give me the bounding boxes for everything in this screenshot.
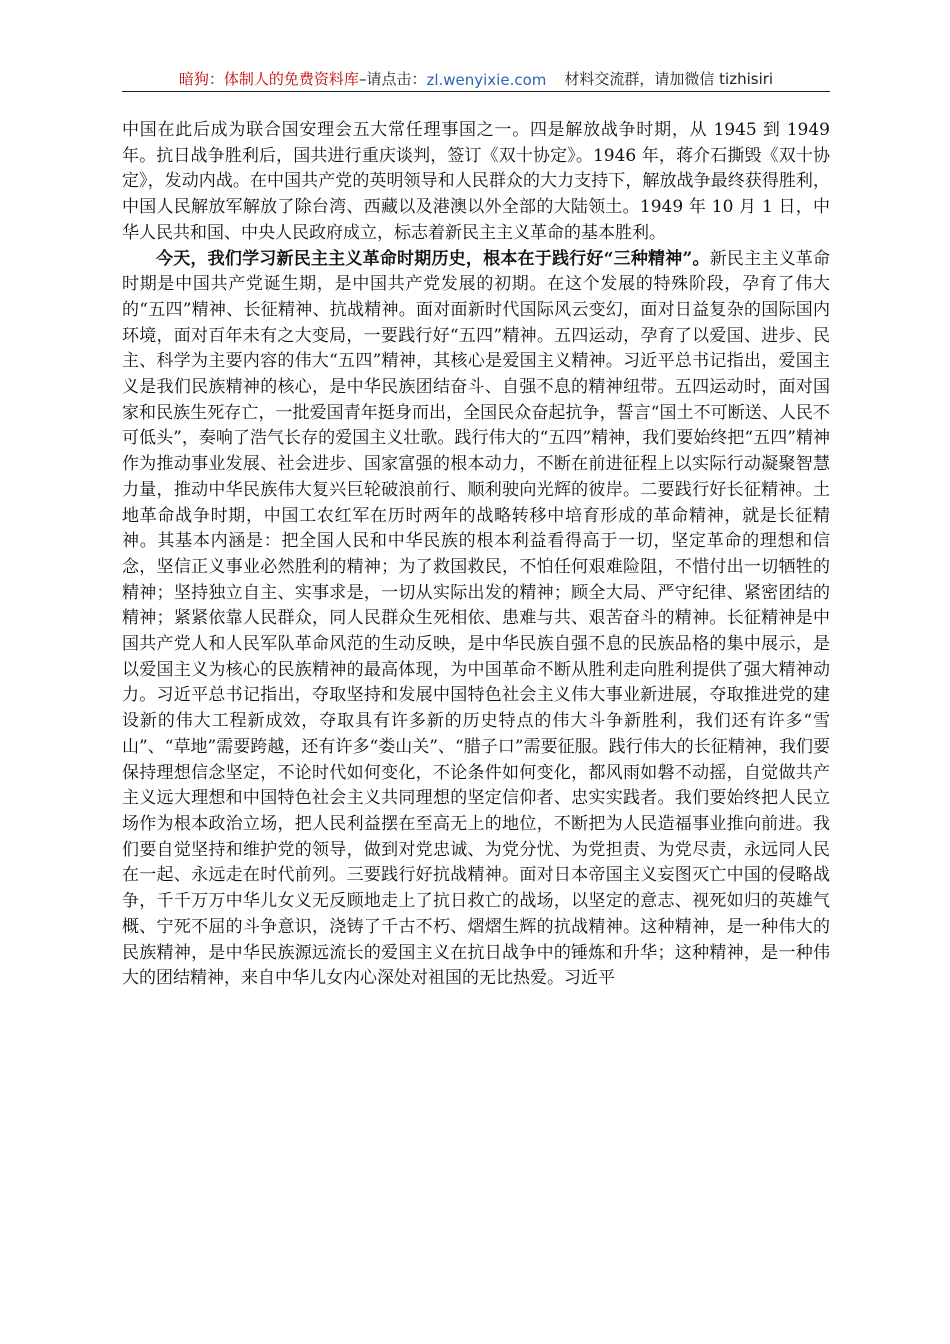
paragraph-2 [122, 247, 830, 992]
document-body [122, 118, 830, 992]
header-click-label: –请点击： [358, 70, 427, 88]
paragraph-2-body: 新民主主义革命时期是中国共产党诞生期，是中国共产党发展的初期。在这个发展的特殊阶段，孕育了伟大的“五四”精神、长征精神、抗战精神。面对面新时代国际风云变幻，面对日益复杂的国际国内环境，面对百年未有之大变局，一要践行好“五四”精神。五四运动，孕育了以爱国、进步、民主、科学为主要内容的伟大“五四”精神，其核心是爱国主义精神。习近平总书记指出，爱国主义是我们民族精神的核心，是中华民族团结奋斗、自强不息的精神纽带。五四运动时，面对国家和民族生死存亡，一批爱国青年挺身而出，全国民众奋起抗争，誓言“国土不可断送、人民不可低头”，奏响了浩气长存的爱国主义壮歌。践行伟大的“五四”精神，我们要始终把“五四”精神作为推动事业发展、社会进步、国家富强的根本动力，不断在前进征程上以实际行动凝聚智慧力量，推动中华民族伟大复兴巨轮破浪前行、顺利驶向光辉的彼岸。二要践行好长征精神。土地革命战争时期，中国工农红军在历时两年的战略转移中培育形成的革命精神，就是长征精神。其基本内涵是：把全国人民和中华民族的根本利益看得高于一切，坚定革命的理想和信念，坚信正义事业必然胜利的精神；为了救国救民，不怕任何艰难险阻，不惜付出一切牺牲的精神；坚持独立自主、实事求是，一切从实际出发的精神；顾全大局、严守纪律、紧密团结的精神；紧紧依靠人民群众，同人民群众生死相依、患难与共、艰苦奋斗的精神。长征精神是中国共产党人和人民军队革命风范的生动反映，是中华民族自强不息的民族品格的集中展示，是以爱国主义为核心的民族精神的最高体现，为中国革命不断从胜利走向胜利提供了强大精神动力。习近平总书记指出，夺取坚持和发展中国特色社会主义伟大事业新进展，夺取推进党的建设新的伟大工程新成效，夺取具有许多新的历史特点的伟大斗争新胜利，我们还有许多“雪山”、“草地”需要跨越，还有许多“娄山关”、“腊子口”需要征服。践行伟大的长征精神，我们要保持理想信念坚定，不论时代如何变化，不论条件如何变化，都风雨如磐不动摇，自觉做共产主义远大理想和中国特色社会主义共同理想的坚定信仰者、忠实实践者。我们要始终把人民立场作为根本政治立场，把人民利益摆在至高无上的地位，不断把为人民造福事业推向前进。我们要自觉坚持和维护党的领导，做到对党忠诚、为党分忧、为党担责、为党尽责，永远同人民在一起、永远走在时代前列。三要践行好抗战精神。面对日本帝国主义妄图灭亡中国的侵略战争，千千万万中华儿女义无反顾地走上了抗日救亡的战场，以坚定的意志、视死如归的英雄气概、宁死不屈的斗争意识，浇铸了千古不朽、熠熠生辉的抗战精神。这种精神，是一种伟大的民族精神，是中华民族源远流长的爱国主义在抗日战争中的锤炼和升华；这种精神，是一种伟大的团结精神，来自中华儿女内心深处对祖国的无比热爱。习近平 [122, 248, 831, 989]
page-header [122, 66, 830, 92]
header-contact: 材料交流群，请加微信 tizhisiri [564, 70, 774, 88]
paragraph-1: 中国在此后成为联合国安理会五大常任理事国之一。四是解放战争时期，从 1945 到 1949 年。抗日战争胜利后，国共进行重庆谈判，签订《双十协定》。1946 年，蒋介石撕毁《双十协定》，发动内战。在中国共产党的英明领导和人民群众的大力支持下，解放战争最终获得胜利，中国人民解放军解放了除台湾、西藏以及港澳以外全部的大陆领土。1949 年 10 月 1 日，中华人民共和国、中央人民政府成立，标志着新民主主义革命的基本胜利。 [122, 120, 830, 243]
header-site-name: 暗狗：体制人的免费资料库 [178, 70, 359, 88]
paragraph-2-lead: 今天，我们学习新民主主义革命时期历史，根本在于践行好“三种精神”。 [156, 248, 710, 269]
header-url-link[interactable]: zl.wenyixie.com [426, 71, 547, 89]
